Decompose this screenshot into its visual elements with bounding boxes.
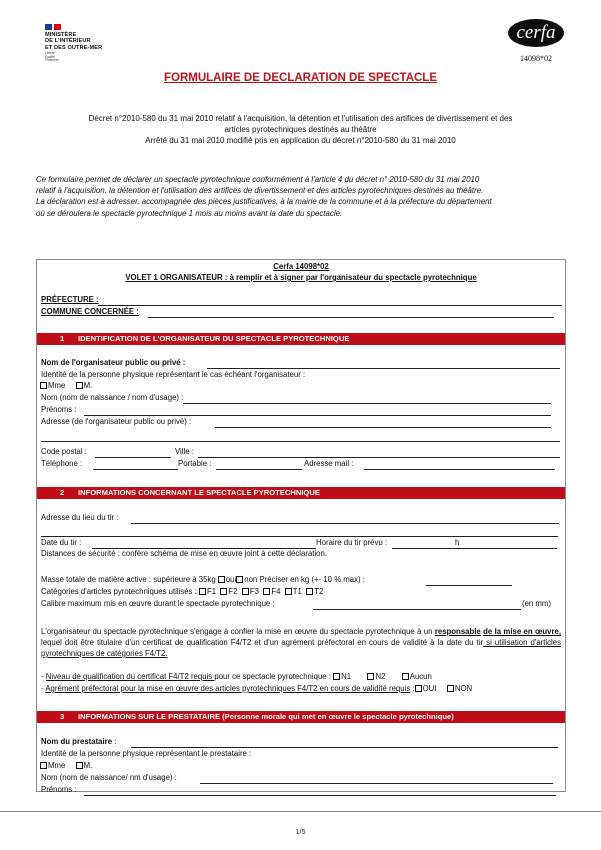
intro-line: relatif à l'acquisition, la détention et l'utilisation des artifices de divertissement et des articles pyrotechniques destinés au théâtre. xyxy=(36,186,484,196)
prestataire-identite-label: Identité de la personne physique représentant le prestataire : xyxy=(41,749,252,758)
prestataire-name-row xyxy=(41,737,116,747)
m-label: M. xyxy=(83,381,93,390)
intro-paragraph xyxy=(36,174,568,219)
prestataire-civility-options xyxy=(40,761,92,771)
niveau-n2-checkbox[interactable] xyxy=(367,673,374,680)
adresse-label: Adresse (de l'organisateur public ou privé) : xyxy=(41,417,192,426)
marianne-flag-icon xyxy=(45,24,61,30)
calibre-unit: (en mm) xyxy=(522,599,552,608)
cerfa-reference: Cerfa 14098*02 xyxy=(273,262,329,271)
prestataire-name-field[interactable] xyxy=(131,747,558,748)
prestataire-prenoms-label: Prénoms : xyxy=(41,785,77,794)
decret-line: Décret n°2010-580 du 31 mai 2010 relatif à l'acquisition, la détention et l'utilisation des artifices de divertissement et des xyxy=(88,114,513,123)
prefecture-label: PRÉFECTURE : xyxy=(41,295,99,304)
section-number: 2 xyxy=(60,488,65,497)
engagement-condition: si utilisation d'articles pyrotechniques de catégories F4/T2. xyxy=(41,638,562,658)
masse-row xyxy=(41,575,365,585)
category-f3-checkbox[interactable] xyxy=(242,588,249,595)
motto-line: Fraternité xyxy=(45,58,59,63)
masse-non-label: non xyxy=(244,575,258,584)
category-label: T1 xyxy=(292,587,302,596)
prestataire-nom-field[interactable] xyxy=(200,783,553,784)
decret-reference xyxy=(30,113,571,146)
prestataire-nom-label: Nom (nom de naissance/ nm d'usage) : xyxy=(41,773,177,782)
horaire-field[interactable] xyxy=(392,548,557,549)
masse-oui-label: oui xyxy=(225,575,237,584)
engagement-paragraph xyxy=(41,626,561,659)
prenoms-field[interactable] xyxy=(84,415,551,416)
masse-oui-checkbox[interactable] xyxy=(218,576,225,583)
republic-motto xyxy=(45,52,59,63)
ville-label: Ville : xyxy=(175,447,194,456)
ministry-line: MINISTÈRE xyxy=(45,32,77,38)
nom-label: Nom (nom de naissance / nom d'usage) : xyxy=(41,393,184,402)
agrement-row xyxy=(41,684,472,694)
category-label: T2 xyxy=(314,587,324,596)
niveau-option-label: N2 xyxy=(375,672,386,681)
motto-line: Égalité xyxy=(45,54,55,59)
agrement-option-label: NON xyxy=(454,684,473,693)
niveau-n1-checkbox[interactable] xyxy=(333,673,340,680)
horaire-unit: h xyxy=(455,538,460,547)
dash: - xyxy=(41,684,46,693)
masse-kg-field[interactable] xyxy=(426,585,512,586)
categories-label: Catégories d'articles pyrotechniques utilisés : xyxy=(41,587,197,596)
m-checkbox[interactable] xyxy=(76,382,83,389)
prestataire-m-checkbox[interactable] xyxy=(76,762,83,769)
niveau-label: Niveau de qualification du certificat F4/T2 requis xyxy=(45,672,215,681)
prestataire-name-label: Nom du prestataire xyxy=(41,737,113,746)
niveau-aucun-checkbox[interactable] xyxy=(402,673,409,680)
section-2-header xyxy=(37,487,565,499)
portable-field[interactable] xyxy=(216,469,302,470)
category-label: F4 xyxy=(271,587,281,596)
m-label: M. xyxy=(83,761,93,770)
engagement-text: L'organisateur du spectacle pyrotechnique s'engage à confier la mise en œuvre du spectacle pyrotechnique à un xyxy=(41,627,435,636)
motto-line: Liberté xyxy=(45,51,55,55)
civility-options xyxy=(40,381,92,391)
section-title: INFORMATIONS CONCERNANT LE SPECTACLE PYROTECHNIQUE xyxy=(78,488,320,497)
category-f4-checkbox[interactable] xyxy=(263,588,270,595)
commune-label: COMMUNE CONCERNÉE : xyxy=(41,307,139,316)
mme-checkbox[interactable] xyxy=(40,382,47,389)
section-number: 1 xyxy=(60,334,65,343)
calibre-field[interactable] xyxy=(313,609,521,610)
ministry-logo-text xyxy=(45,32,102,51)
section-number: 3 xyxy=(60,712,65,721)
distances-text: Distances de sécurité : confère schéma de mise en œuvre joint à cette déclaration. xyxy=(41,549,328,558)
telephone-label: Téléphone : xyxy=(41,459,83,468)
code-postal-label: Code postal : xyxy=(41,447,87,456)
volet-title: VOLET 1 ORGANISATEUR : à remplir et à signer par l'organisateur du spectacle pyrotechnique xyxy=(125,273,477,282)
engagement-bold: de la mise en œuvre, xyxy=(483,627,561,636)
cerfa-number: 14098*02 xyxy=(520,54,552,63)
identite-label: Identité de la personne physique représentant le cas échéant l'organisateur : xyxy=(41,370,306,379)
portable-label: Portable : xyxy=(178,459,212,468)
dash: - xyxy=(41,672,46,681)
niveau-label-rest: pour ce spectacle pyrotechnique : xyxy=(214,672,331,681)
code-postal-field[interactable] xyxy=(95,457,171,458)
category-t2-checkbox[interactable] xyxy=(306,588,313,595)
adresse-field-line2[interactable] xyxy=(41,441,560,442)
mail-label: Adresse mail : xyxy=(304,459,354,468)
niveau-option-label: Aucun xyxy=(409,672,432,681)
masse-preciser-label: Préciser en kg (+- 10 % max) : xyxy=(259,575,365,584)
intro-line: La déclaration est à adresser, accompagnée des pièces justificatives, à la mairie de la commune et à la préfecture du département xyxy=(36,197,492,207)
prestataire-prenoms-field[interactable] xyxy=(84,795,556,796)
category-label: F1 xyxy=(206,587,217,596)
section-title: INFORMATIONS SUR LE PRESTATAIRE (Personne morale qui met en œuvre le spectacle pyrotechnique) xyxy=(78,712,454,721)
category-label: F2 xyxy=(228,587,238,596)
adresse-tir-label: Adresse du lieu du tir : xyxy=(41,513,119,522)
adresse-tir-field-line2[interactable] xyxy=(41,536,558,537)
adresse-field[interactable] xyxy=(215,427,551,428)
agrement-non-checkbox[interactable] xyxy=(447,685,454,692)
ministry-line: ET DES OUTRE-MER xyxy=(45,44,103,51)
mme-label: Mme xyxy=(48,761,66,770)
adresse-tir-field[interactable] xyxy=(131,523,559,524)
engagement-text: lequel doit être titulaire d'un certificat de qualification F4/T2 et d'un agrément préfectoral en cours de validité à la date du tir xyxy=(41,638,484,647)
intro-line: où se déroulera le spectacle pyrotechnique 1 mois au moins avant la date du spectacle. xyxy=(36,208,343,218)
categories-row xyxy=(41,587,323,597)
mme-label: Mme xyxy=(48,381,66,390)
page-number: 1/5 xyxy=(295,827,306,836)
section-3-header xyxy=(37,711,565,723)
decret-line: articles pyrotechniques destinés au théâtre xyxy=(224,125,377,134)
cerfa-logo: cerfa xyxy=(508,19,564,47)
prestataire-mme-checkbox[interactable] xyxy=(40,762,47,769)
category-label: F3 xyxy=(249,587,259,596)
telephone-field[interactable] xyxy=(93,469,178,470)
arrete-line: Arrêté du 31 mai 2010 modifié pris en application du décret n°2010-580 du 31 mai 2010 xyxy=(145,136,456,145)
section-title: IDENTIFICATION DE L'ORGANISATEUR DU SPECTACLE PYROTECHNIQUE xyxy=(78,334,350,343)
commune-field[interactable] xyxy=(148,317,554,318)
prefecture-field[interactable] xyxy=(98,305,562,306)
prenoms-label: Prénoms : xyxy=(41,405,77,414)
organisateur-name-label: Nom de l'organisateur public ou privé : xyxy=(41,358,186,367)
masse-label: Masse totale de matière active : supérieure à 35kg xyxy=(41,575,216,584)
calibre-label: Calibre maximum mis en œuvre durant le spectacle pyrotechnique : xyxy=(41,599,275,608)
niveau-option-label: N1 xyxy=(341,672,352,681)
masse-non-checkbox[interactable] xyxy=(236,576,243,583)
organisateur-name-field[interactable] xyxy=(207,368,560,369)
niveau-row xyxy=(41,672,432,682)
footer-divider xyxy=(0,811,601,812)
agrement-oui-checkbox[interactable] xyxy=(415,685,422,692)
ville-field[interactable] xyxy=(198,457,560,458)
engagement-bold: responsable xyxy=(434,627,481,636)
category-t1-checkbox[interactable] xyxy=(285,588,292,595)
colon: : xyxy=(112,737,117,746)
agrement-option-label: OUI xyxy=(422,684,437,693)
agrement-label-rest: : xyxy=(410,684,415,693)
date-tir-label: Date du tir : xyxy=(41,538,82,547)
nom-field[interactable] xyxy=(183,403,551,404)
category-f2-checkbox[interactable] xyxy=(220,588,227,595)
category-f1-checkbox[interactable] xyxy=(199,588,206,595)
ministry-line: DE L'INTÉRIEUR xyxy=(45,38,91,45)
agrement-label: Agrément préfectoral pour la mise en œuvre des articles pyrotechniques F4/T2 en cours de validité requis xyxy=(45,684,411,693)
horaire-label: Horaire du tir prévu : xyxy=(316,538,388,547)
mail-field[interactable] xyxy=(364,469,555,470)
intro-line: Ce formulaire permet de déclarer un spectacle pyrotechnique conformément à l'article 4 du décret n° 2010-580 du 31 mai 2010 xyxy=(36,175,480,184)
section-1-header xyxy=(37,333,565,345)
page-title: FORMULAIRE DE DECLARATION DE SPECTACLE xyxy=(163,72,438,84)
